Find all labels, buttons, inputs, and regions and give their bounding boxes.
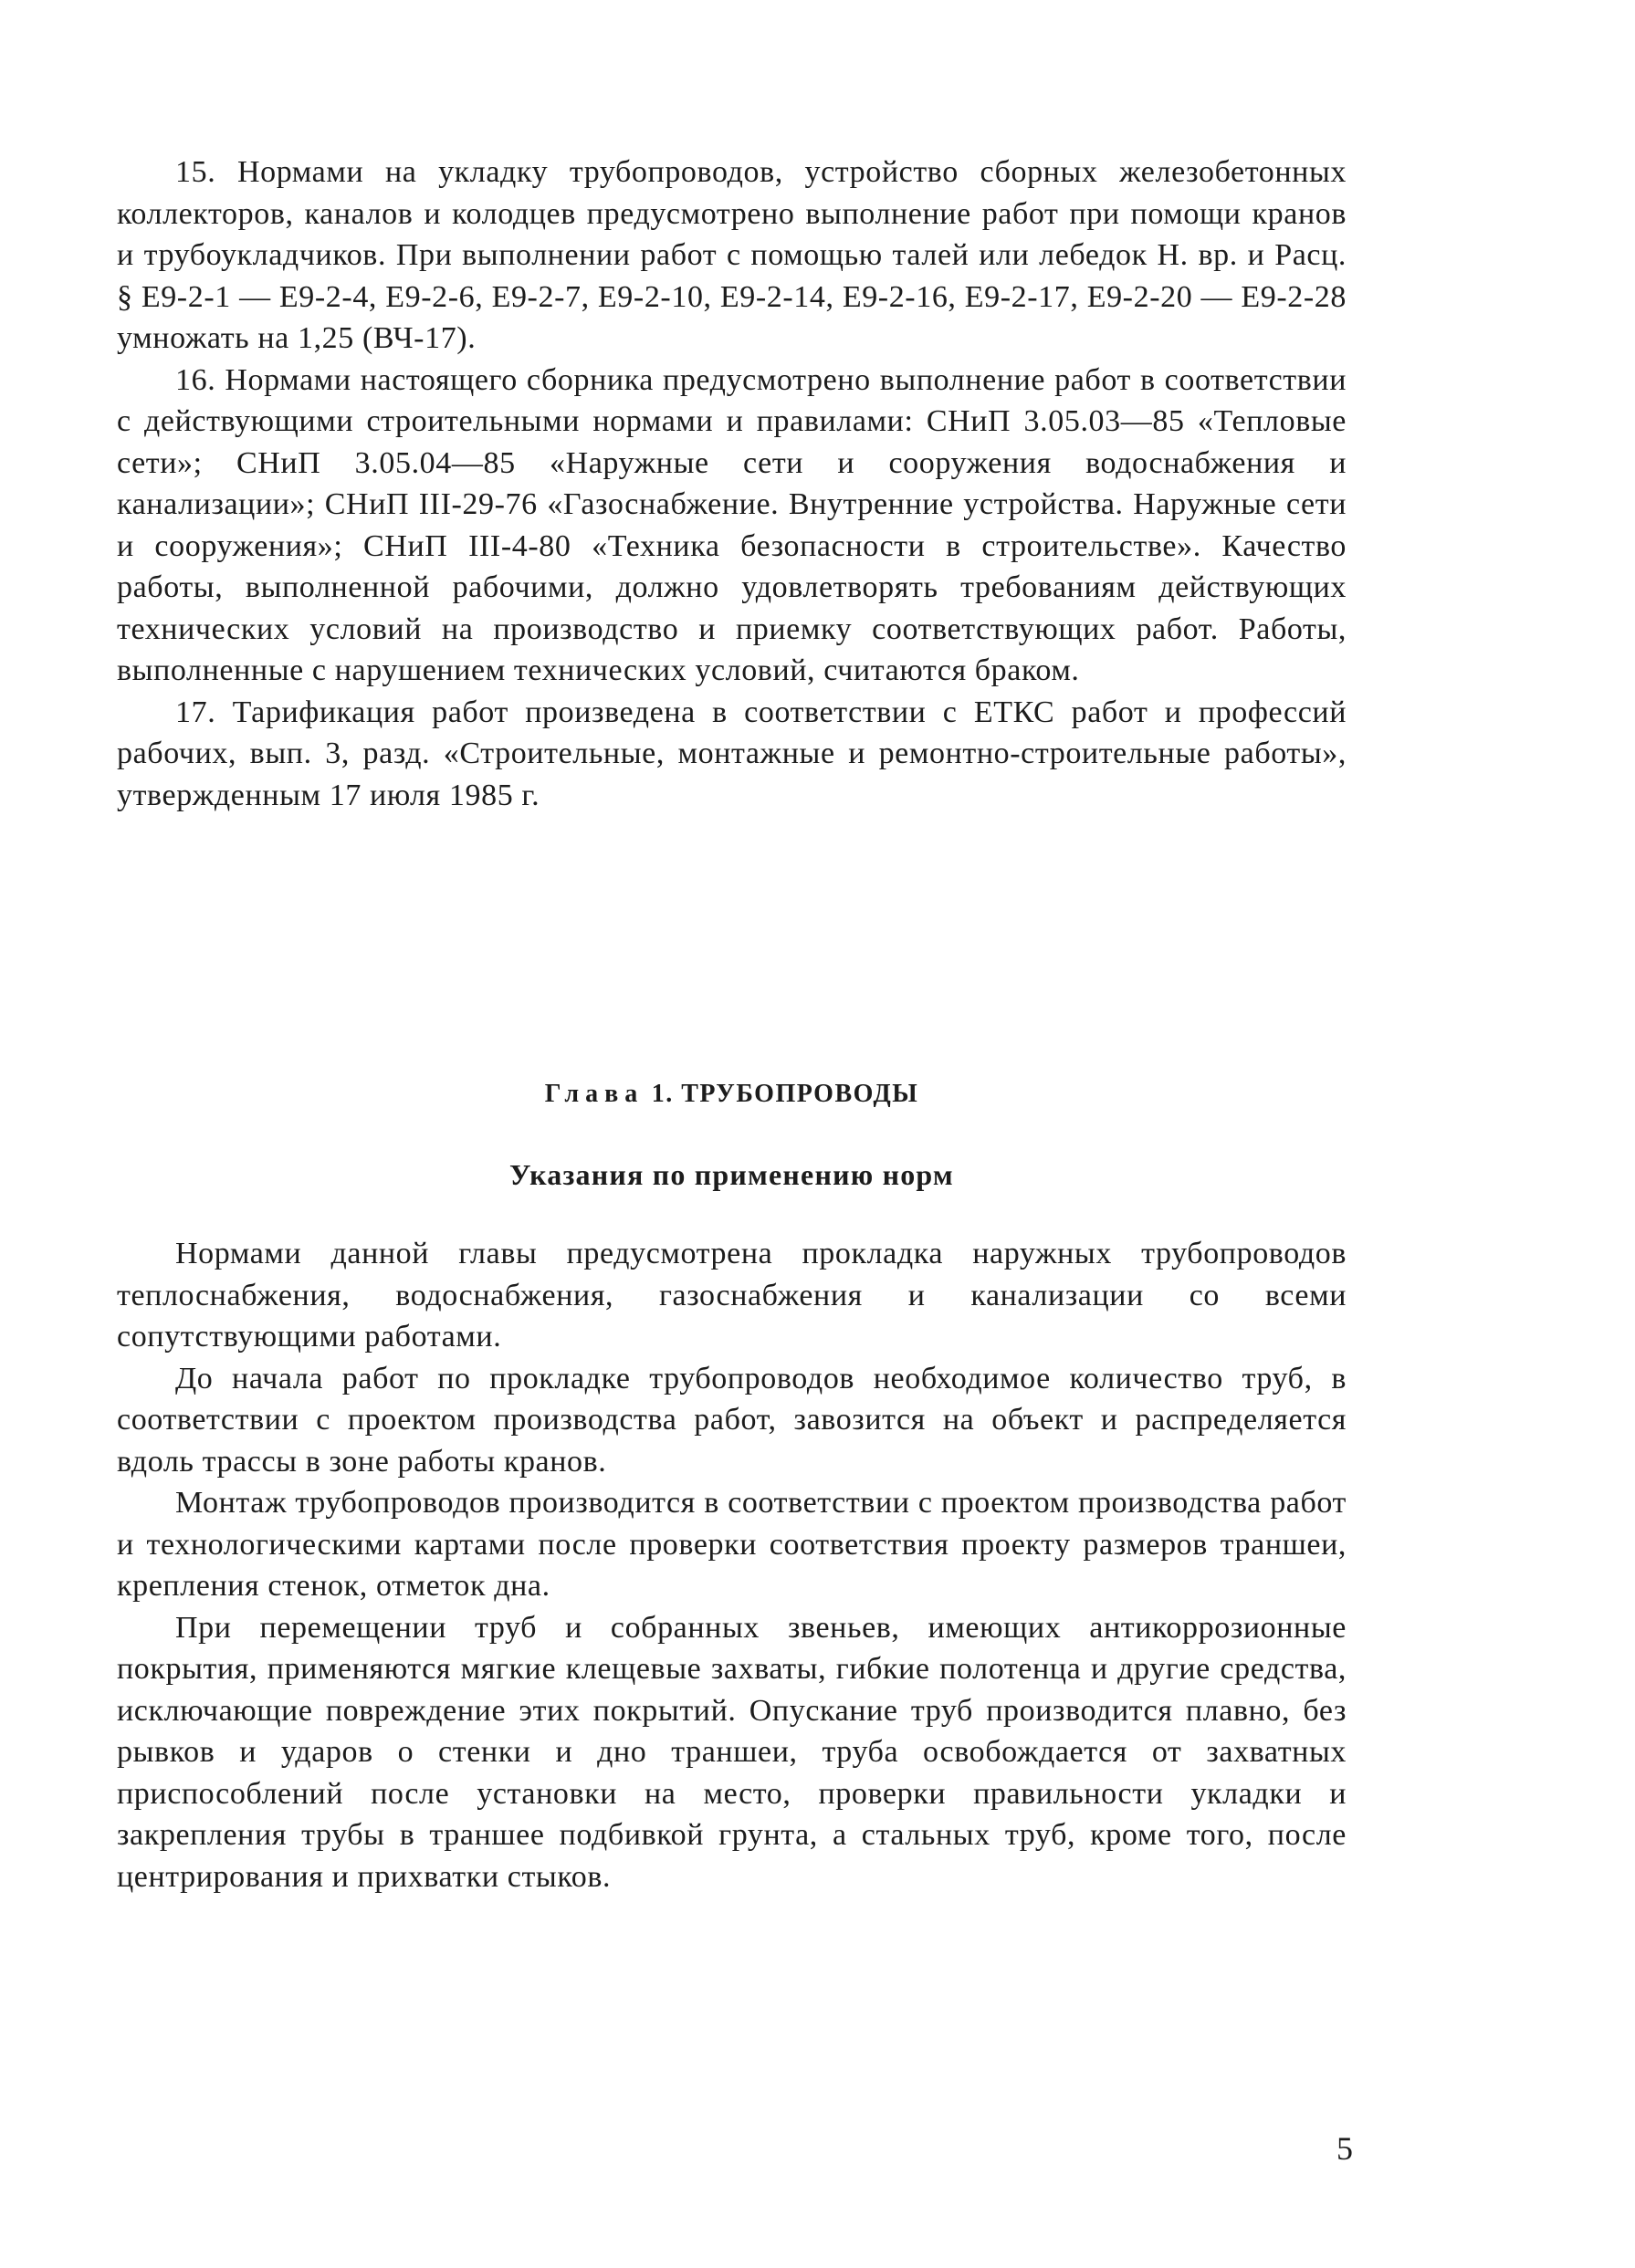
clause-16: 16. Нормами настоящего сборника предусмотрено выполнение работ в соответствии с действующими строительными нормами и правилами: СНиП 3.05.03—85 «Тепловые сети»; СНиП 3.05.04—85 «Наружные сети и сооружения водоснабжения и канализации»; СНиП III-29-76 «Газоснабжение. Внутренние устройства. Наружные сети и сооружения»; СНиП III-4-80 «Техника безопасности в строительстве». Качество работы, выполненной рабочими, должно удовлетворять требованиям действующих технических условий на производство и приемку соответствующих работ. Работы, выполненные с нарушением технических условий, считаются браком. <box>117 362 1347 687</box>
body-paragraph: Нормами данной главы предусмотрена прокладка наружных трубопроводов теплоснабжения, водоснабжения, газоснабжения и канализации со всеми сопутствующими работами. <box>117 1237 1347 1353</box>
clause-17: 17. Тарификация работ произведена в соответствии с ЕТКС работ и профессий рабочих, вып. 3, разд. «Строительные, монтажные и ремонтно-строительные работы», утвержденным 17 июля 1985 г. <box>117 695 1347 812</box>
chapter-heading <box>0 1080 1463 1109</box>
body-paragraph: До начала работ по прокладке трубопроводов необходимое количество труб, в соответствии с проектом производства работ, завозится на объект и распределяется вдоль трассы в зоне работы кранов. <box>117 1361 1347 1479</box>
body-paragraph: При перемещении труб и собранных звеньев, имеющих антикоррозионные покрытия, применяются мягкие клещевые захваты, гибкие полотенца и другие средства, исключающие повреждение этих покрытий. Опускание труб производится плавно, без рывков и ударов о стенки и дно траншеи, труба освобождается от захватных приспособлений после установки на место, проверки правильности укладки и закрепления трубы в траншее подбивкой грунта, а стальных труб, кроме того, после центрирования и прихватки стыков. <box>117 1610 1347 1894</box>
chapter-title: 1. ТРУБОПРОВОДЫ <box>651 1080 919 1108</box>
page-number: 5 <box>1336 2130 1353 2167</box>
numbered-clauses <box>117 152 1347 816</box>
clause-15: 15. Нормами на укладку трубопроводов, устройство сборных железобетонных коллекторов, каналов и колодцев предусмотрено выполнение работ при помощи кранов и трубоукладчиков. При выполнении работ с помощью талей или лебедок Н. вр. и Расц. § Е9-2-1 — Е9-2-4, Е9-2-6, Е9-2-7, Е9-2-10, Е9-2-14, Е9-2-16, Е9-2-17, Е9-2-20 — Е9-2-28 умножать на 1,25 (ВЧ-17). <box>117 155 1347 355</box>
section-heading: Указания по применению норм <box>509 1158 954 1191</box>
chapter-prefix: Глава <box>544 1080 645 1108</box>
body-paragraph: Монтаж трубопроводов производится в соответствии с проектом производства работ и технологическими картами после проверки соответствия проекту размеров траншеи, крепления стенок, отметок дна. <box>117 1486 1347 1603</box>
chapter-body <box>117 1233 1347 1897</box>
